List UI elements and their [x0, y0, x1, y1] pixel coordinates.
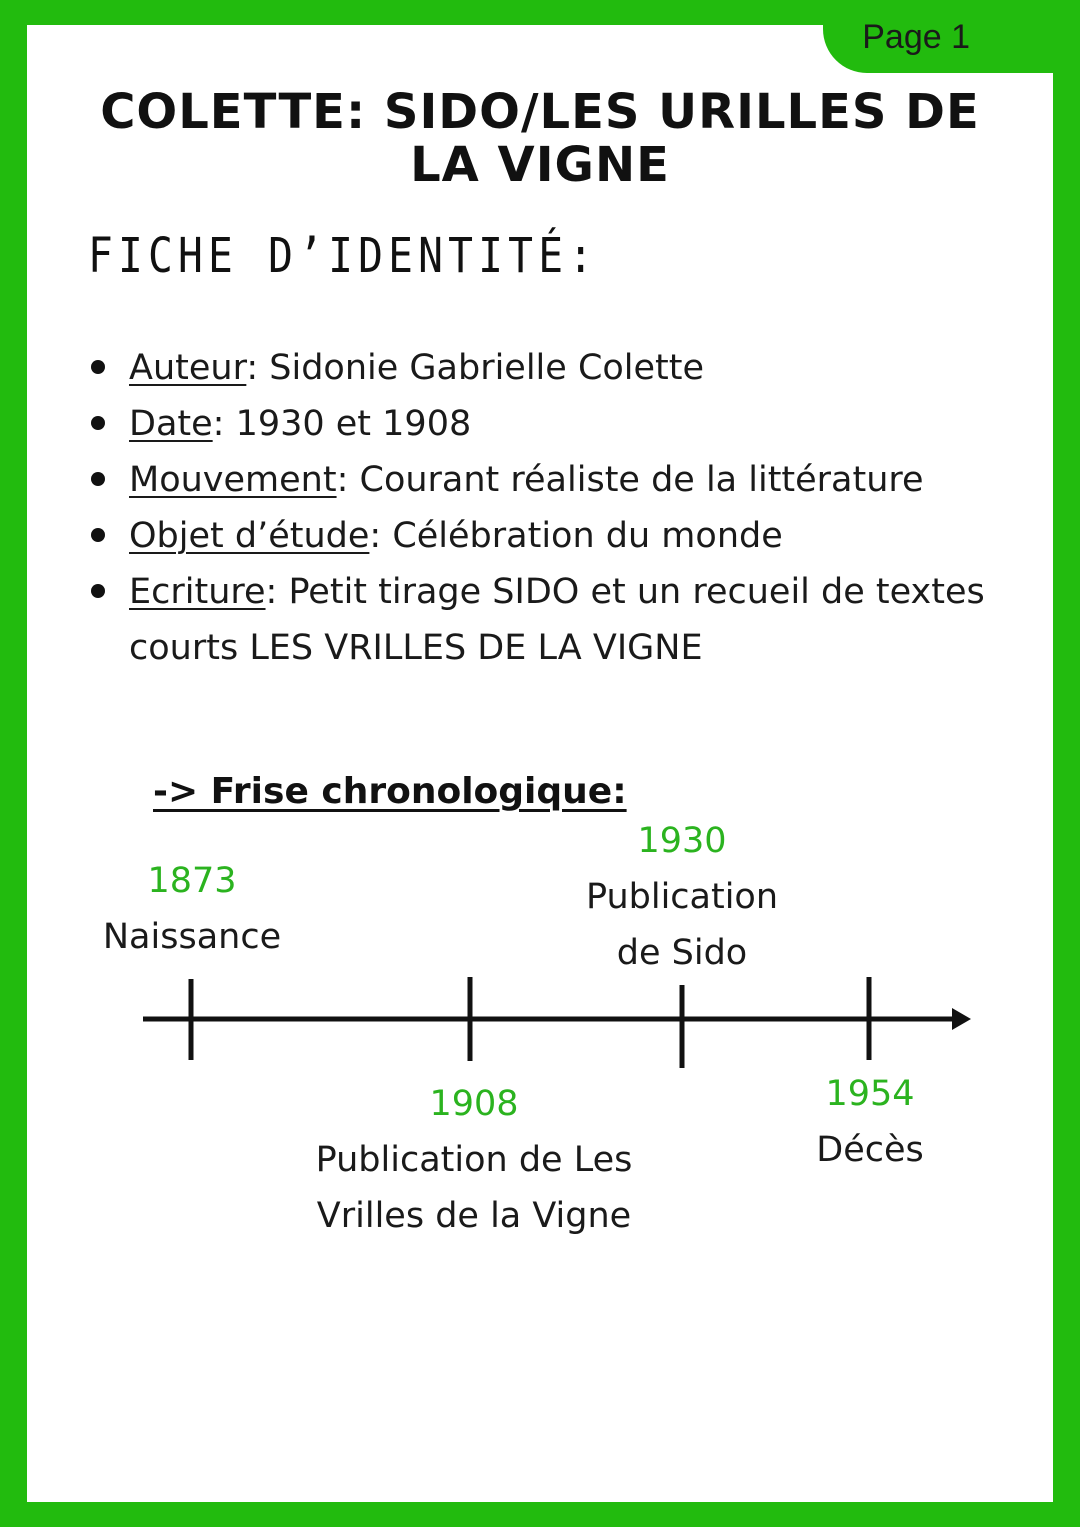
timeline-arrow-icon	[952, 1008, 971, 1030]
identity-value: Courant réaliste de la littérature	[359, 460, 924, 500]
identity-value: Sidonie Gabrielle Colette	[269, 348, 705, 388]
identity-item-date: Date: 1930 et 1908	[88, 396, 1038, 452]
timeline-heading: -> Frise chronologique:	[153, 771, 627, 812]
identity-value: 1930 et 1908	[235, 404, 472, 444]
identity-key: Date	[129, 404, 213, 444]
event-label: Publication de Sido	[585, 877, 779, 973]
identity-key: Ecriture	[129, 572, 266, 612]
identity-item-writing: Ecriture: Petit tirage SIDO et un recueil de textes courts LES VRILLES DE LA VIGNE	[88, 564, 1038, 676]
timeline-event-1930	[532, 813, 832, 981]
event-label: Publication de Les Vrilles de la Vigne	[315, 1140, 633, 1236]
event-year: 1873	[147, 861, 237, 901]
event-label: Décès	[816, 1130, 924, 1170]
identity-item-movement: Mouvement: Courant réaliste de la littérature	[88, 452, 1038, 508]
identity-item-author: Auteur: Sidonie Gabrielle Colette	[88, 340, 1038, 396]
event-year: 1908	[429, 1084, 519, 1124]
identity-item-study-object: Objet d’étude: Célébration du monde	[88, 508, 1038, 564]
identity-key: Mouvement	[129, 460, 337, 500]
identity-key: Auteur	[129, 348, 247, 388]
identity-value: Célébration du monde	[392, 516, 783, 556]
identity-section-heading: FICHE D’IDENTITÉ:	[88, 228, 599, 284]
event-year: 1930	[637, 821, 727, 861]
identity-value: Petit tirage SIDO et un recueil de textes courts LES VRILLES DE LA VIGNE	[129, 572, 985, 668]
title-line-2: LA VIGNE	[410, 137, 670, 193]
page-number: Page 1	[862, 18, 970, 56]
timeline-event-1954	[770, 1066, 970, 1178]
event-year: 1954	[825, 1074, 915, 1114]
event-label: Naissance	[102, 917, 282, 957]
timeline-event-1873	[92, 853, 292, 965]
timeline-event-1908	[274, 1076, 674, 1244]
identity-key: Objet d’étude	[129, 516, 370, 556]
title-line-1: COLETTE: SIDO/LES URILLES DE	[100, 84, 980, 140]
